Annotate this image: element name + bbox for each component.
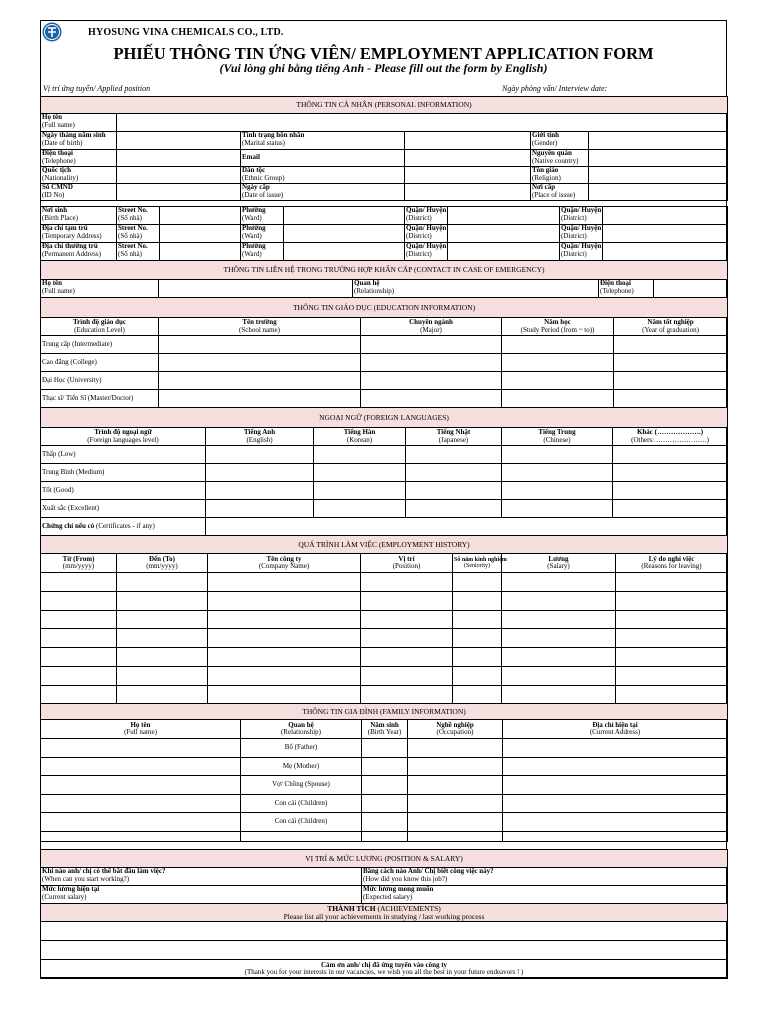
school-name-field[interactable]: [159, 336, 361, 354]
employment-row[interactable]: [41, 591, 728, 610]
nationality-label: Quốc tịch (Nationality): [41, 167, 117, 184]
ward-field[interactable]: [284, 225, 405, 243]
email-field[interactable]: [405, 150, 531, 167]
language-level-label: Xuất sắc (Excellent): [41, 500, 206, 518]
major-field[interactable]: [361, 336, 502, 354]
interview-date-field[interactable]: [502, 84, 607, 93]
employment-row[interactable]: [41, 573, 728, 592]
birth-year-field[interactable]: [362, 776, 408, 795]
emergency-relationship-label: Quan hệ (Relationship): [353, 280, 599, 298]
expected-salary-label: Mức lương mong muốn (Expected salary): [362, 886, 728, 904]
dob-label: Ngày tháng năm sinh (Date of birth): [41, 132, 117, 150]
chinese-field[interactable]: [502, 500, 613, 518]
phone-field[interactable]: [117, 150, 241, 167]
occupation-field[interactable]: [408, 813, 503, 832]
from-header: Từ (From) (mm/yyyy): [41, 554, 117, 573]
school-name-field[interactable]: [159, 372, 361, 390]
employment-section-title: QUÁ TRÌNH LÀM VIỆC (EMPLOYMENT HISTORY): [41, 536, 728, 554]
education-level-label: Đại Học (University): [41, 372, 159, 390]
family-relation-label: Con cái (Children): [241, 813, 362, 832]
district-label: Quận/ Huyện (District): [560, 243, 603, 261]
chinese-header: Tiếng Trung (Chinese): [502, 428, 613, 446]
other-language-field[interactable]: [613, 500, 728, 518]
education-level-header: Trình độ giáo dục (Education Level): [41, 318, 159, 336]
languages-table: [40, 407, 728, 536]
japanese-field[interactable]: [406, 500, 502, 518]
occupation-header: Nghề nghiệp (Occupation): [408, 720, 503, 739]
street-field[interactable]: [160, 243, 241, 261]
certificates-field[interactable]: [206, 518, 728, 536]
emergency-name-field[interactable]: [159, 280, 353, 298]
occupation-field[interactable]: [408, 794, 503, 813]
language-level-label: Trung Bình (Medium): [41, 464, 206, 482]
korean-field[interactable]: [314, 482, 406, 500]
study-period-field[interactable]: [502, 336, 614, 354]
employment-table: [40, 535, 728, 705]
graduation-year-field[interactable]: [614, 372, 728, 390]
school-name-field[interactable]: [159, 390, 361, 408]
graduation-year-header: Năm tốt nghiệp (Year of graduation): [614, 318, 728, 336]
family-name-field[interactable]: [41, 739, 241, 758]
emergency-section-title: THÔNG TIN LIÊN HỆ TRONG TRƯỜNG HỢP KHẨN CẤP (CONTACT IN CASE OF EMERGENCY): [41, 261, 728, 280]
education-level-label: Trung cấp (Intermediate): [41, 336, 159, 354]
major-field[interactable]: [361, 354, 502, 372]
study-period-field[interactable]: [502, 354, 614, 372]
graduation-year-field[interactable]: [614, 336, 728, 354]
gender-label: Giới tính (Gender): [531, 132, 589, 150]
district-field[interactable]: [603, 225, 728, 243]
graduation-year-field[interactable]: [614, 354, 728, 372]
district-label: Quận/ Huyện (District): [560, 207, 603, 225]
other-language-header: Khác (……………….) (Others: ………………….): [613, 428, 728, 446]
family-name-header: Họ tên (Full name): [41, 720, 241, 739]
family-table: [40, 703, 728, 842]
personal-info-table: [40, 96, 728, 201]
street-label: Street No. (Số nhà): [117, 225, 160, 243]
to-header: Đến (To) (mm/yyyy): [117, 554, 208, 573]
other-language-field[interactable]: [613, 482, 728, 500]
korean-field[interactable]: [314, 446, 406, 464]
temp-address-label: Địa chỉ tạm trú (Temporary Address): [41, 225, 117, 243]
family-name-field[interactable]: [41, 813, 241, 832]
language-level-label: Tốt (Good): [41, 482, 206, 500]
english-field[interactable]: [206, 446, 314, 464]
family-relationship-header: Quan hệ (Relationship): [241, 720, 362, 739]
position-section-title: VỊ TRÍ & MỨC LƯƠNG (POSITION & SALARY): [41, 850, 728, 868]
occupation-field[interactable]: [408, 776, 503, 795]
education-section-title: THÔNG TIN GIÁO DỤC (EDUCATION INFORMATION): [41, 298, 728, 318]
job-source-question: Bằng cách nào Anh/ Chị biết công việc này? (How did you know this job?): [362, 868, 728, 886]
gender-field[interactable]: [589, 132, 728, 150]
district-label: Quận/ Huyện (District): [405, 225, 448, 243]
ethnic-field[interactable]: [405, 167, 531, 184]
birth-year-header: Năm sinh (Birth Year): [362, 720, 408, 739]
family-relation-label: Mẹ (Mother): [241, 757, 362, 776]
position-salary-table: [40, 849, 728, 979]
position-header: Vị trí (Position): [361, 554, 453, 573]
study-period-field[interactable]: [502, 390, 614, 408]
dob-field[interactable]: [117, 132, 241, 150]
perm-address-label: Địa chỉ thường trú (Permanent Address): [41, 243, 117, 261]
employment-row[interactable]: [41, 629, 728, 648]
family-name-field[interactable]: [41, 776, 241, 795]
chinese-field[interactable]: [502, 464, 613, 482]
district-field[interactable]: [448, 225, 560, 243]
emergency-name-label: Họ tên (Full name): [41, 280, 159, 298]
korean-field[interactable]: [314, 464, 406, 482]
birth-year-field[interactable]: [362, 757, 408, 776]
issue-date-label: Ngày cấp (Date of issue): [241, 184, 405, 201]
birth-place-label: Nơi sinh (Birth Place): [41, 207, 117, 225]
graduation-year-field[interactable]: [614, 390, 728, 408]
issue-place-label: Nơi cấp (Place of issue): [531, 184, 589, 201]
japanese-field[interactable]: [406, 482, 502, 500]
korean-field[interactable]: [314, 500, 406, 518]
other-language-field[interactable]: [613, 464, 728, 482]
achievements-section-title: THÀNH TÍCH (ACHIEVEMENTS) Please list all your achievements in studying / last working process: [41, 904, 728, 922]
birth-year-field[interactable]: [362, 813, 408, 832]
ward-field[interactable]: [284, 207, 405, 225]
ethnic-label: Dân tộc (Ethnic Group): [241, 167, 405, 184]
salary-header: Lương (Salary): [502, 554, 616, 573]
applied-position-label: Vị trí ứng tuyển/ Applied position: [43, 84, 151, 93]
birth-year-field[interactable]: [362, 794, 408, 813]
email-label: Email: [241, 150, 405, 167]
current-address-field[interactable]: [503, 739, 728, 758]
form-header: [40, 20, 727, 82]
marital-label: Tình trạng hôn nhân (Marital status): [241, 132, 405, 150]
id-field[interactable]: [117, 184, 241, 201]
occupation-field[interactable]: [408, 739, 503, 758]
japanese-field[interactable]: [406, 446, 502, 464]
company-logo-icon: [42, 22, 62, 42]
street-label: Street No. (Số nhà): [117, 243, 160, 261]
id-label: Số CMND (ID No): [41, 184, 117, 201]
emergency-phone-label: Điện thoại (Telephone): [599, 280, 654, 298]
leaving-reason-header: Lý do nghỉ việc (Reasons for leaving): [616, 554, 728, 573]
family-name-field[interactable]: [41, 757, 241, 776]
current-address-field[interactable]: [503, 776, 728, 795]
nationality-field[interactable]: [117, 167, 241, 184]
achievements-field[interactable]: [41, 922, 728, 941]
employment-row[interactable]: [41, 685, 728, 704]
birth-year-field[interactable]: [362, 739, 408, 758]
family-relation-label: Bố (Father): [241, 739, 362, 758]
district-field[interactable]: [603, 207, 728, 225]
district-label: Quận/ Huyện (District): [560, 225, 603, 243]
emergency-phone-field[interactable]: [654, 280, 728, 298]
language-level-label: Thấp (Low): [41, 446, 206, 464]
form-title: PHIẾU THÔNG TIN ỨNG VIÊN/ EMPLOYMENT APPLICATION FORM: [113, 44, 654, 63]
street-field[interactable]: [160, 225, 241, 243]
current-address-field[interactable]: [503, 794, 728, 813]
language-level-header: Trình độ ngoại ngữ (Foreign languages level): [41, 428, 206, 446]
major-header: Chuyên ngành (Major): [361, 318, 502, 336]
street-label: Street No. (Số nhà): [117, 207, 160, 225]
employment-row[interactable]: [41, 666, 728, 685]
address-table: [40, 206, 728, 261]
school-name-header: Tên trường (School name): [159, 318, 361, 336]
languages-section-title: NGOẠI NGỮ (FOREIGN LANGUAGES): [41, 408, 728, 428]
english-field[interactable]: [206, 482, 314, 500]
district-field[interactable]: [448, 243, 560, 261]
native-label: Nguyên quán (Native country): [531, 150, 589, 167]
ward-field[interactable]: [284, 243, 405, 261]
study-period-field[interactable]: [502, 372, 614, 390]
form-subtitle: (Vui lòng ghi bằng tiếng Anh - Please fill out the form by English): [219, 61, 548, 75]
start-date-question: Khi nào anh/ chị có thể bắt đầu làm việc? (When can you start working?): [41, 868, 362, 886]
education-table: [40, 297, 728, 408]
thank-you-note: Cám ơn anh/ chị đã ứng tuyển vào công ty (Thank you for your interests in our vacancies, we wish you all the best in your future endeavors ! ): [41, 960, 728, 979]
chinese-field[interactable]: [502, 482, 613, 500]
japanese-header: Tiếng Nhật (Japanese): [406, 428, 502, 446]
issue-date-field[interactable]: [405, 184, 531, 201]
certificates-label: Chứng chỉ nếu có (Certificates - if any): [41, 518, 206, 536]
religion-field[interactable]: [589, 167, 728, 184]
japanese-field[interactable]: [406, 464, 502, 482]
personal-section-title: THÔNG TIN CÁ NHÂN (PERSONAL INFORMATION): [41, 97, 728, 114]
english-header: Tiếng Anh (English): [206, 428, 314, 446]
ward-label: Phường (Ward): [241, 225, 284, 243]
issue-place-field[interactable]: [589, 184, 728, 201]
ward-label: Phường (Ward): [241, 243, 284, 261]
full-name-label: Họ tên (Full name): [41, 114, 117, 132]
street-field[interactable]: [160, 207, 241, 225]
district-label: Quận/ Huyện (District): [405, 243, 448, 261]
full-name-field[interactable]: [117, 114, 728, 132]
family-relation-label: Vợ/ Chồng (Spouse): [241, 776, 362, 795]
education-level-label: Cao đẳng (College): [41, 354, 159, 372]
current-address-header: Địa chỉ hiện tại (Current Address): [503, 720, 728, 739]
chinese-field[interactable]: [502, 446, 613, 464]
family-relation-label: Con cái (Children): [241, 794, 362, 813]
english-field[interactable]: [206, 500, 314, 518]
religion-label: Tôn giáo (Religion): [531, 167, 589, 184]
occupation-field[interactable]: [408, 757, 503, 776]
company-name: HYOSUNG VINA CHEMICALS CO., LTD.: [88, 27, 284, 38]
employment-row[interactable]: [41, 610, 728, 629]
family-name-field[interactable]: [41, 794, 241, 813]
english-field[interactable]: [206, 464, 314, 482]
native-field[interactable]: [589, 150, 728, 167]
current-address-field[interactable]: [503, 813, 728, 832]
current-salary-label: Mức lương hiện tại (Current salary): [41, 886, 362, 904]
achievements-field[interactable]: [41, 941, 728, 960]
district-field[interactable]: [603, 243, 728, 261]
interview-date-label: Ngày phỏng vấn/ Interview date:: [502, 84, 608, 93]
education-level-label: Thạc sĩ/ Tiến Sĩ (Master/Doctor): [41, 390, 159, 408]
marital-field[interactable]: [405, 132, 531, 150]
major-field[interactable]: [361, 372, 502, 390]
employment-row[interactable]: [41, 648, 728, 667]
current-address-field[interactable]: [503, 757, 728, 776]
ward-label: Phường (Ward): [241, 207, 284, 225]
phone-label: Điện thoại (Telephone): [41, 150, 117, 167]
other-language-field[interactable]: [613, 446, 728, 464]
district-field[interactable]: [448, 207, 560, 225]
emergency-table: [40, 260, 728, 298]
district-label: Quận/ Huyện (District): [405, 207, 448, 225]
seniority-header: Số năm kinh nghiệm (Seniority): [453, 554, 502, 573]
study-period-header: Năm học (Study Period (from ~ to)): [502, 318, 614, 336]
major-field[interactable]: [361, 390, 502, 408]
family-section-title: THÔNG TIN GIA ĐÌNH (FAMILY INFORMATION): [41, 704, 728, 720]
korean-header: Tiếng Hàn (Korean): [314, 428, 406, 446]
company-name-header: Tên công ty (Company Name): [208, 554, 361, 573]
school-name-field[interactable]: [159, 354, 361, 372]
